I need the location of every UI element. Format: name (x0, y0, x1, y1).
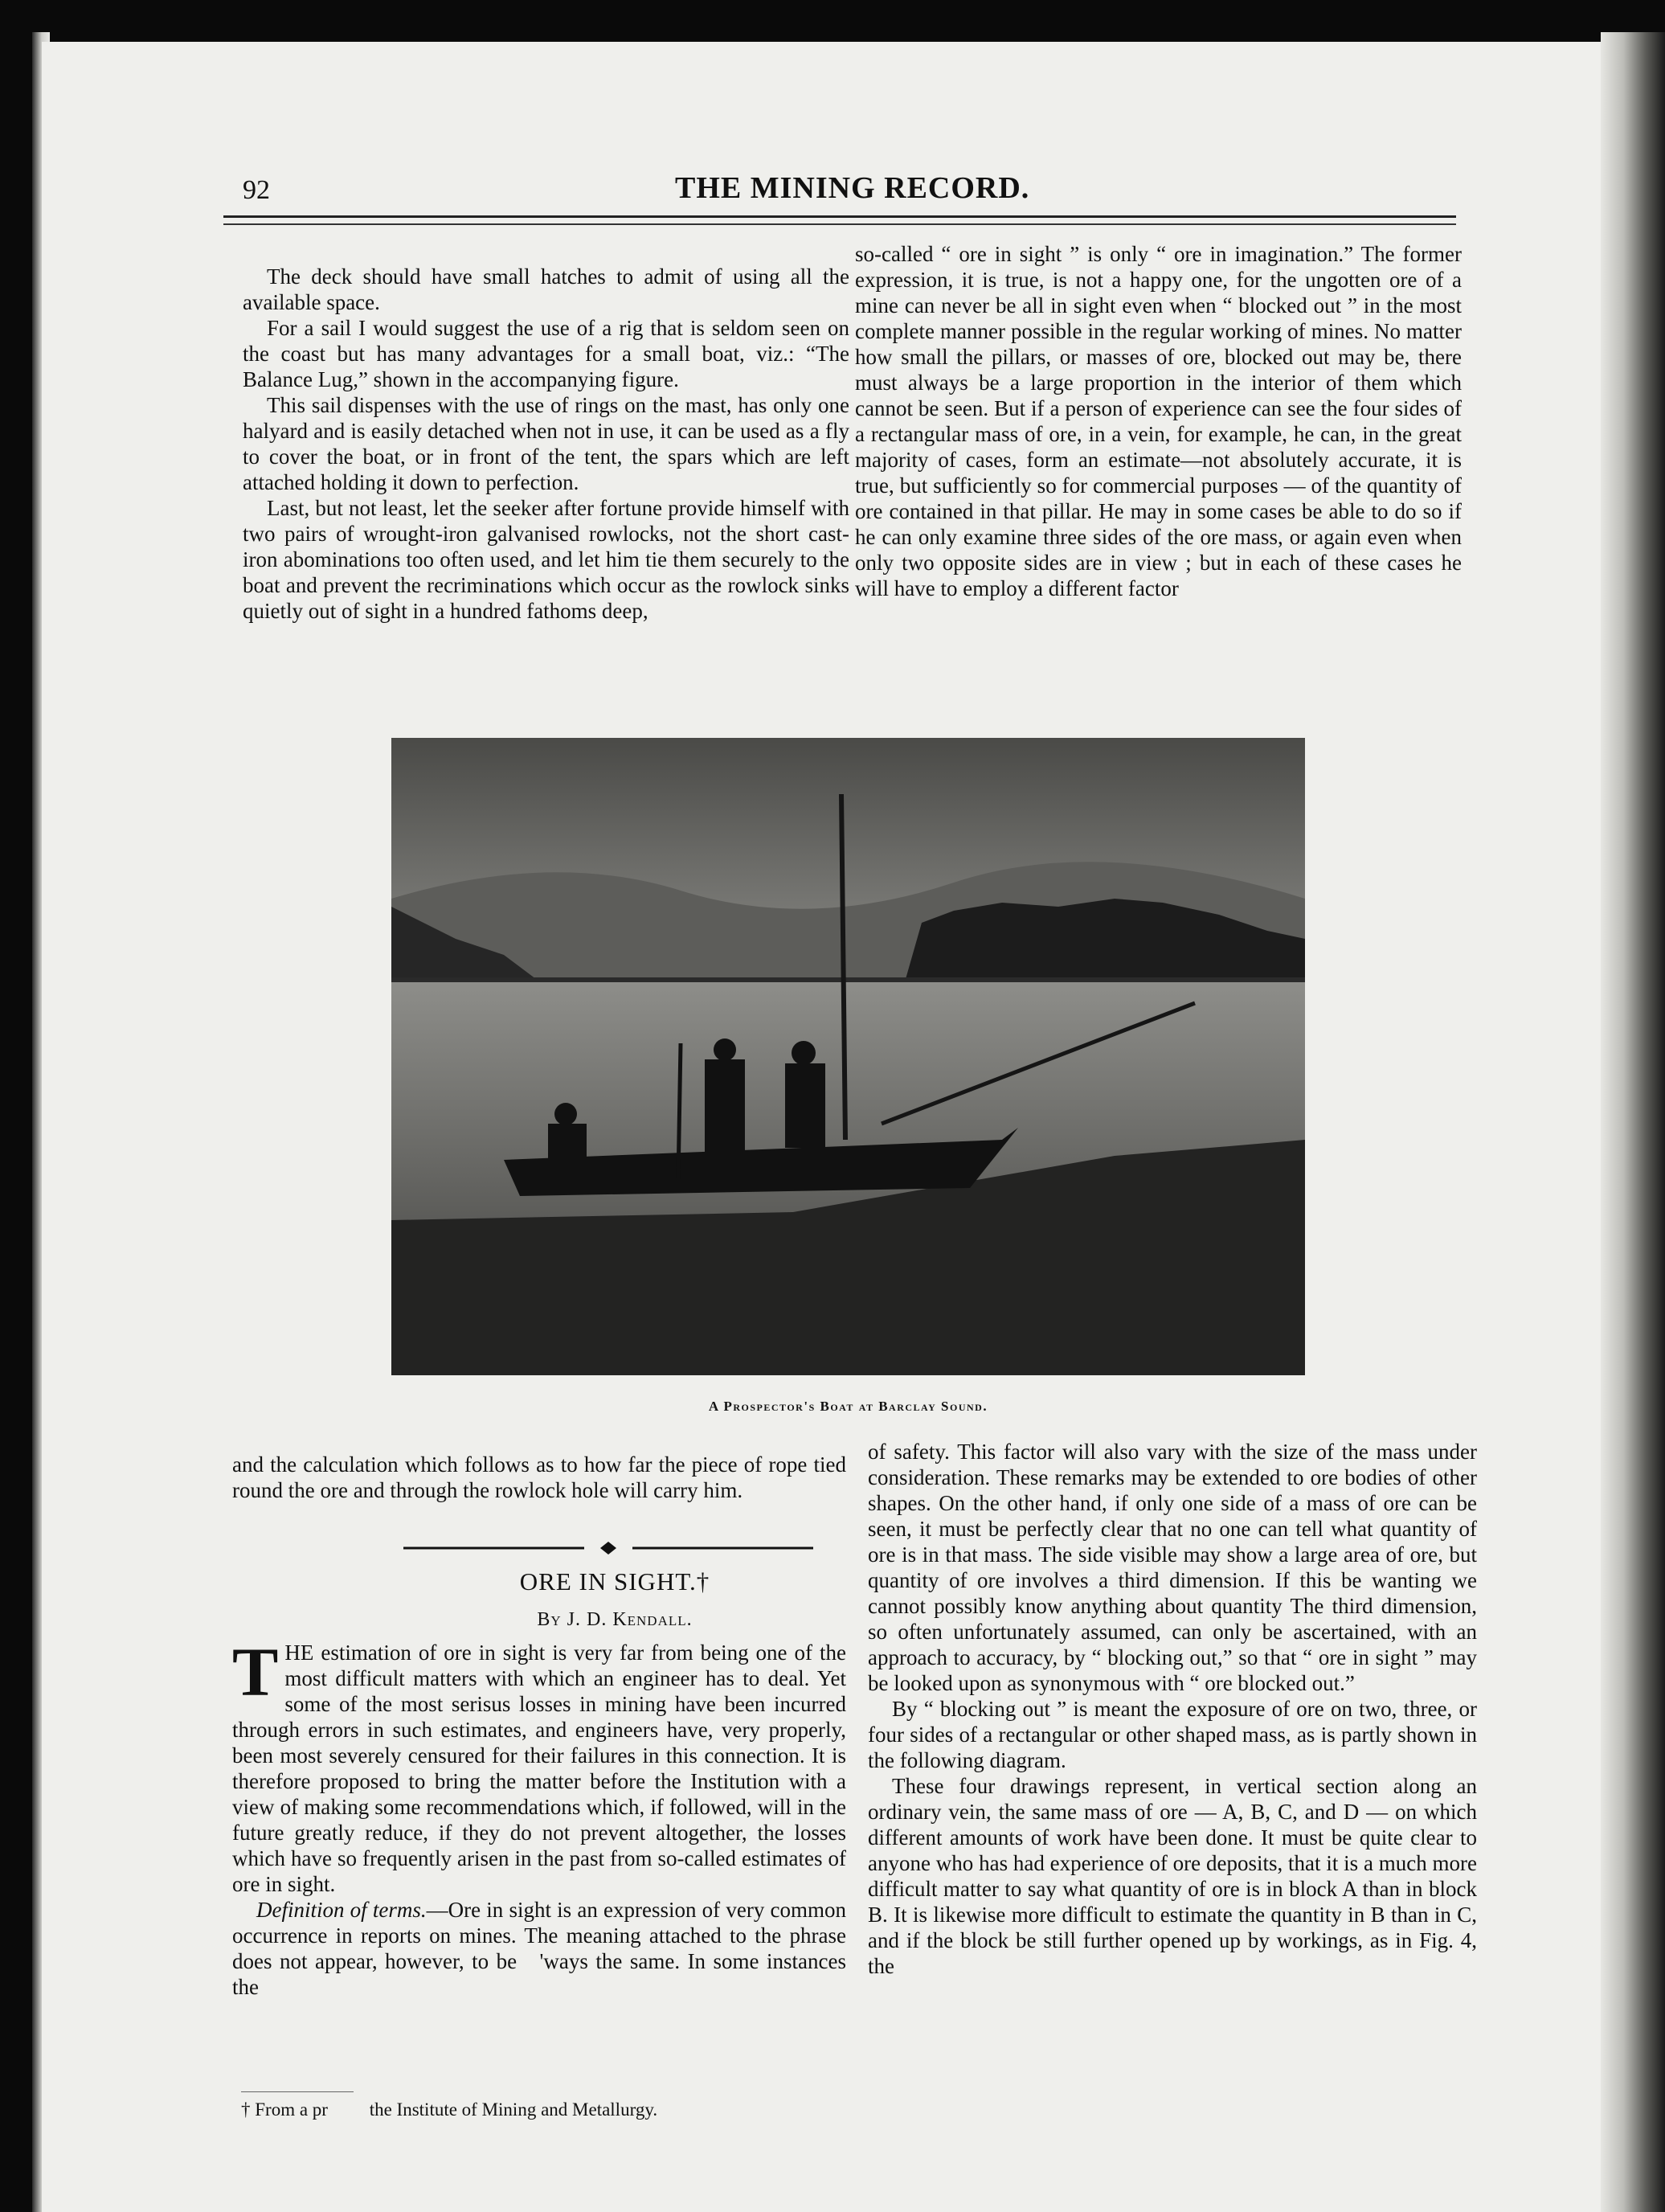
definition-label: Definition of terms. (256, 1898, 427, 1922)
page-number: 92 (243, 175, 270, 205)
paragraph: This sail dispenses with the use of rings on the mast, has only one halyard and is easily detached when not in use, it can be used as a fly to cover the boat, or in front of the tent, the spars which are left attached holding it down to perfection. (243, 393, 849, 494)
header-rule (223, 215, 1456, 225)
column-top-right (855, 241, 1462, 601)
paragraph: Last, but not least, let the seeker after fortune provide himself with two pairs of wrought-iron galvanised rowlocks, not the short cast-iron abominations too often used, and let him tie them securely to the boat and prevent the recriminations which occur as the rowlock sinks quietly out of sight in a hundred fathoms deep, (243, 496, 849, 623)
paragraph: so-called “ ore in sight ” is only “ ore in imagination.” The former expression, it is true, is not a happy one, for the ungotten ore of a mine can never be all in sight even when “ blocked out ” in the most complete manner possible in the regular working of mines. No matter how small the pillars, or masses of ore, blocked out may be, there must always be a large proportion in the interior of them which cannot be seen. But if a person of experience can see the four sides of a rectangular mass of ore, in a vein, for example, he can, in the great majority of cases, form an estimate—not absolutely accurate, it is true, but sufficiently so for commercial purposes — of the quantity of ore contained in that pillar. He may in some cases be able to do so if he can only examine three sides of the ore mass, or again even when only two opposite sides are in view ; but in each of these cases he will have to employ a different factor (855, 242, 1462, 600)
paragraph: of safety. This factor will also vary with the size of the mass under consideration. These remarks may be extended to ore bodies of other shapes. On the other hand, if only one side of a mass of ore can be seen, it must be perfectly clear that no one can tell what quantity of ore is in that mass. The side visible may show a large area of ore, but quantity of ore involves a third dimension. If this be wanting we cannot possibly know anything about quantity The third dimension, so often unfortunately assumed, can only be ascertained, with an approach to accuracy, by “ blocking out,” so that “ ore in sight ” may be looked upon as synonymous with “ ore blocked out.” (868, 1440, 1477, 1695)
intro-paragraph (232, 1633, 846, 1897)
footnote-rule (241, 2091, 354, 2092)
section-ornament (403, 1540, 813, 1556)
paragraph: The deck should have small hatches to admit of using all the available space. (243, 264, 849, 314)
column-top-left (243, 264, 849, 624)
footnote: † From a pr the Institute of Mining and Metallurgy. (241, 2099, 658, 2120)
prospector-boat-photo (391, 738, 1305, 1375)
paragraph: By “ blocking out ” is meant the exposure of ore on two, three, or four sides of a rectangular or other shaped mass, as is partly shown in the following diagram. (868, 1697, 1477, 1772)
paragraph: For a sail I would suggest the use of a rig that is seldom seen on the coast but has many advantages for a small boat, viz.: “The Balance Lug,” shown in the accompanying figure. (243, 316, 849, 391)
paragraph: These four drawings represent, in vertical section along an ordinary vein, the same mass of ore — A, B, C, and D — on which different amounts of work have been done. It must be quite clear to anyone who has had experience of ore deposits, that it is a much more difficult matter to say what quantity of ore is in block A than in block B. It is likewise more difficult to estimate the quantity in B than in C, and if the block be still further opened up by workings, as in Fig. 4, the (868, 1774, 1477, 1978)
journal-title: THE MINING RECORD. (675, 171, 1030, 205)
article-byline: By J. D. Kendall. (537, 1609, 693, 1630)
definition-paragraph (232, 1897, 846, 2000)
figure-caption: A Prospector's Boat at Barclay Sound. (708, 1399, 988, 1414)
column-bottom-left (232, 1452, 846, 1503)
intro-text: HE estimation of ore in sight is very far from being one of the most difficult matters with which an engineer has to deal. Yet some of the most serisus losses in mining have been incurred through errors in such estimates, and engineers have, very properly, been most severely censured for their failures in this connection. It is therefore proposed to bring the matter before the Institution with a view of making some recommendations which, if followed, will in the future greatly reduce, if they do not prevent altogether, the losses which have so frequently arisen in the past from so-called estimates of ore in sight. (232, 1641, 846, 1896)
column-article-left (232, 1633, 846, 2000)
article-title: ORE IN SIGHT.† (519, 1567, 710, 1596)
continuation-paragraph: and the calculation which follows as to how far the piece of rope tied round the ore and through the rowlock hole will carry him. (232, 1452, 846, 1502)
page-edge-right (1601, 32, 1665, 2212)
definition-text: —Ore in sight is an expression of very common occurrence in reports on mines. The meaning attached to the phrase does not appear, however, to be 'ways the same. In some instances the (232, 1898, 846, 1999)
drop-cap: T (232, 1633, 279, 1710)
photo-scene (391, 738, 1305, 1375)
column-bottom-right (868, 1439, 1477, 1979)
